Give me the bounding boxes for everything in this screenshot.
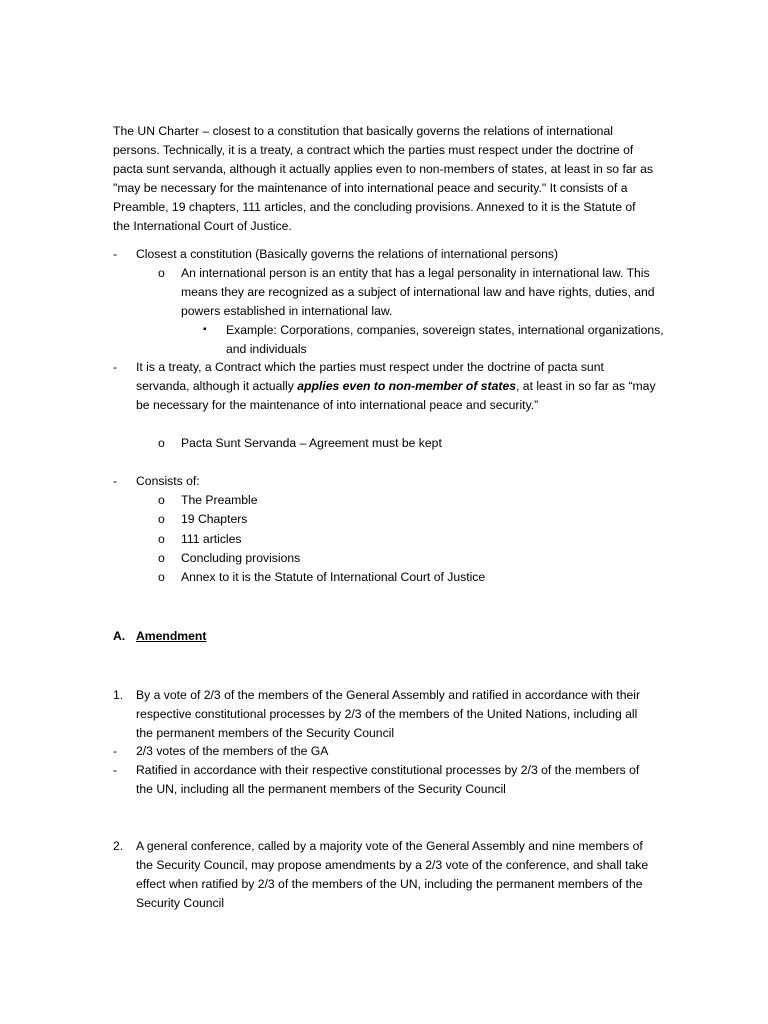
circle-bullet: o: [158, 551, 165, 565]
section-letter: A.: [113, 629, 126, 643]
numbered-item-text: the permanent members of the Security Council: [136, 726, 395, 740]
dash-bullet: -: [113, 763, 118, 777]
numbered-item-text: effect when ratified by 2/3 of the members of the UN, including the permanent members of the: [136, 877, 643, 891]
circle-bullet: o: [158, 266, 165, 280]
list-item-text: It is a treaty, a Contract which the parties must respect under the doctrine of pacta sunt: [136, 360, 604, 374]
circle-bullet: o: [158, 532, 165, 546]
intro-line: The UN Charter – closest to a constitution that basically governs the relations of international: [113, 124, 613, 138]
circle-bullet: o: [158, 570, 165, 584]
list-item-text: Ratified in accordance with their respective constitutional processes by 2/3 of the members of: [136, 763, 640, 777]
sub-item-text: The Preamble: [181, 493, 258, 507]
sub-item-text: Annex to it is the Statute of International Court of Justice: [181, 570, 486, 584]
sub-item-text: An international person is an entity that has a legal personality in international law. This: [181, 266, 650, 280]
square-bullet: ▪: [203, 324, 207, 335]
dash-bullet: -: [113, 474, 118, 488]
sub-item-text: Concluding provisions: [181, 551, 301, 565]
list-item-text: 2/3 votes of the members of the GA: [136, 744, 329, 758]
section-title: Amendment: [136, 629, 207, 643]
intro-line: persons. Technically, it is a treaty, a contract which the parties must respect under the doctrine of: [113, 143, 634, 157]
item-number: 2.: [113, 839, 124, 853]
sub-sub-item-text: Example: Corporations, companies, sovereign states, international organizations,: [226, 323, 664, 337]
sub-item-text: means they are recognized as a subject of international law and have rights, duties, and: [181, 285, 655, 299]
emphasis-text: applies even to non-member of states: [297, 379, 517, 393]
circle-bullet: o: [158, 436, 165, 450]
numbered-item-text: Security Council: [136, 896, 225, 910]
numbered-item-text: A general conference, called by a majority vote of the General Assembly and nine members of: [136, 839, 643, 853]
sub-item-text: Pacta Sunt Servanda – Agreement must be kept: [181, 436, 442, 450]
sub-item-text: 111 articles: [181, 532, 242, 546]
circle-bullet: o: [158, 512, 165, 526]
list-item-text: Consists of:: [136, 474, 200, 488]
list-item-text: Closest a constitution (Basically governs the relations of international persons): [136, 247, 559, 261]
dash-bullet: -: [113, 247, 118, 261]
sub-item-text: 19 Chapters: [181, 512, 248, 526]
numbered-item-text: By a vote of 2/3 of the members of the General Assembly and ratified in accordance with their: [136, 688, 641, 702]
numbered-item-text: the Security Council, may propose amendments by a 2/3 vote of the conference, and shall take: [136, 858, 649, 872]
intro-line: "may be necessary for the maintenance of into international peace and security." It consists of a: [113, 181, 628, 195]
intro-line: the International Court of Justice.: [113, 219, 292, 233]
list-item-text: the UN, including all the permanent members of the Security Council: [136, 782, 506, 796]
intro-line: Preamble, 19 chapters, 111 articles, and the concluding provisions. Annexed to it is the Statute of: [113, 200, 636, 214]
circle-bullet: o: [158, 493, 165, 507]
plain-text: servanda, although it actually: [136, 379, 298, 393]
numbered-item-text: respective constitutional processes by 2/3 of the members of the United Nations, including all: [136, 707, 638, 721]
plain-text: , at least in so far as “may: [516, 379, 656, 393]
list-item-text: [136, 377, 656, 396]
dash-bullet: -: [113, 360, 118, 374]
sub-item-text: powers established in international law.: [181, 304, 393, 318]
sub-sub-item-text: and individuals: [226, 342, 307, 356]
item-number: 1.: [113, 688, 124, 702]
dash-bullet: -: [113, 744, 118, 758]
intro-line: pacta sunt servanda, although it actually applies even to non-members of states, at least in so far as: [113, 162, 653, 176]
list-item-text: be necessary for the maintenance of into international peace and security.”: [136, 398, 539, 412]
